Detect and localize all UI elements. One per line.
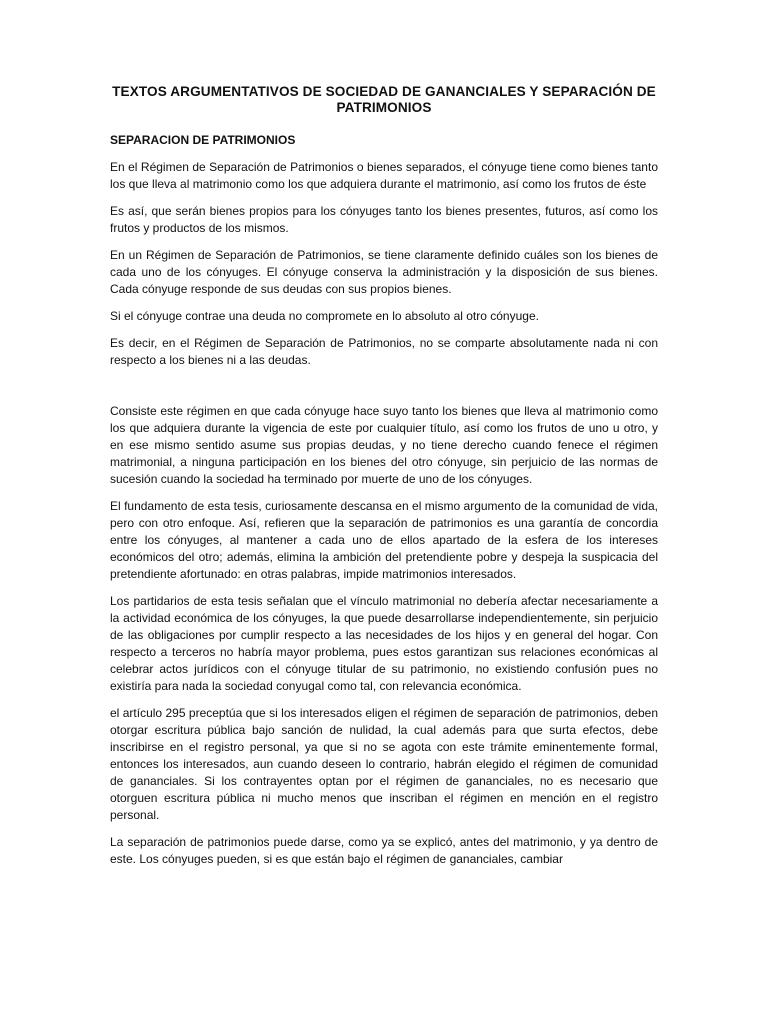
paragraph-8: Los partidarios de esta tesis señalan que el vínculo matrimonial no debería afectar necesariamente a la actividad económica de los cónyuges, la que puede desarrollarse independientemente, sin perjuicio de las obligaciones por cumplir respecto a las necesidades de los hijos y en general del hogar. Con respecto a terceros no habría mayor problema, pues estos garantizan sus relaciones económicas al celebrar actos jurídicos con el cónyuge titular de su patrimonio, no existiendo confusión pues no existiría para nada la sociedad conyugal como tal, con relevancia económica.	[110, 594, 658, 693]
paragraph-9: el artículo 295 preceptúa que si los interesados eligen el régimen de separación de patrimonios, deben otorgar escritura pública bajo sanción de nulidad, la cual además para que surta efectos, debe inscribirse en el registro personal, ya que si no se agota con este trámite eminentemente formal, entonces los interesados, aun cuando deseen lo contrario, habrán elegido el régimen de comunidad de gananciales. Si los contrayentes optan por el régimen de gananciales, no es necesario que otorguen escritura pública ni mucho menos que inscriban el régimen en mención en el registro personal.	[110, 706, 658, 822]
paragraph-5: Es decir, en el Régimen de Separación de Patrimonios, no se comparte absolutamente nada ni con respecto a los bienes ni a las deudas.	[110, 336, 658, 367]
paragraph-3: En un Régimen de Separación de Patrimonios, se tiene claramente definido cuáles son los bienes de cada uno de los cónyuges. El cónyuge conserva la administración y la disposición de sus bienes. Cada cónyuge responde de sus deudas con sus propios bienes.	[110, 248, 658, 296]
paragraph-10: La separación de patrimonios puede darse, como ya se explicó, antes del matrimonio, y ya dentro de este. Los cónyuges pueden, si es que están bajo el régimen de gananciales, cambiar	[110, 835, 658, 866]
section-heading: SEPARACION DE PATRIMONIOS	[110, 133, 296, 147]
paragraph-2: Es así, que serán bienes propios para los cónyuges tanto los bienes presentes, futuros, así como los frutos y productos de los mismos.	[110, 204, 658, 235]
paragraph-7: El fundamento de esta tesis, curiosamente descansa en el mismo argumento de la comunidad de vida, pero con otro enfoque. Así, refieren que la separación de patrimonios es una garantía de concordia entre los cónyuges, al mantener a cada uno de ellos apartado de la esfera de los intereses económicos del otro; además, elimina la ambición del pretendiente pobre y despeja la suspicacia del pretendiente afortunado: en otras palabras, impide matrimonios interesados.	[110, 499, 658, 581]
document-title: TEXTOS ARGUMENTATIVOS DE SOCIEDAD DE GANANCIALES Y SEPARACIÓN DE PATRIMONIOS	[112, 84, 656, 115]
paragraph-1: En el Régimen de Separación de Patrimonios o bienes separados, el cónyuge tiene como bienes tanto los que lleva al matrimonio como los que adquiera durante el matrimonio, así como los frutos de éste	[110, 160, 658, 191]
document-page	[110, 84, 658, 878]
paragraph-4: Si el cónyuge contrae una deuda no compromete en lo absoluto al otro cónyuge.	[110, 309, 539, 323]
paragraph-gap	[110, 379, 658, 403]
paragraph-6: Consiste este régimen en que cada cónyuge hace suyo tanto los bienes que lleva al matrimonio como los que adquiera durante la vigencia de este por cualquier título, así como los frutos de uno u otro, y en ese mismo sentido asume sus propias deudas, y no tiene derecho cuando fenece el régimen matrimonial, a ninguna participación en los bienes del otro cónyuge, sin perjuicio de las normas de sucesión cuando la sociedad ha terminado por muerte de uno de los cónyuges.	[110, 404, 658, 486]
